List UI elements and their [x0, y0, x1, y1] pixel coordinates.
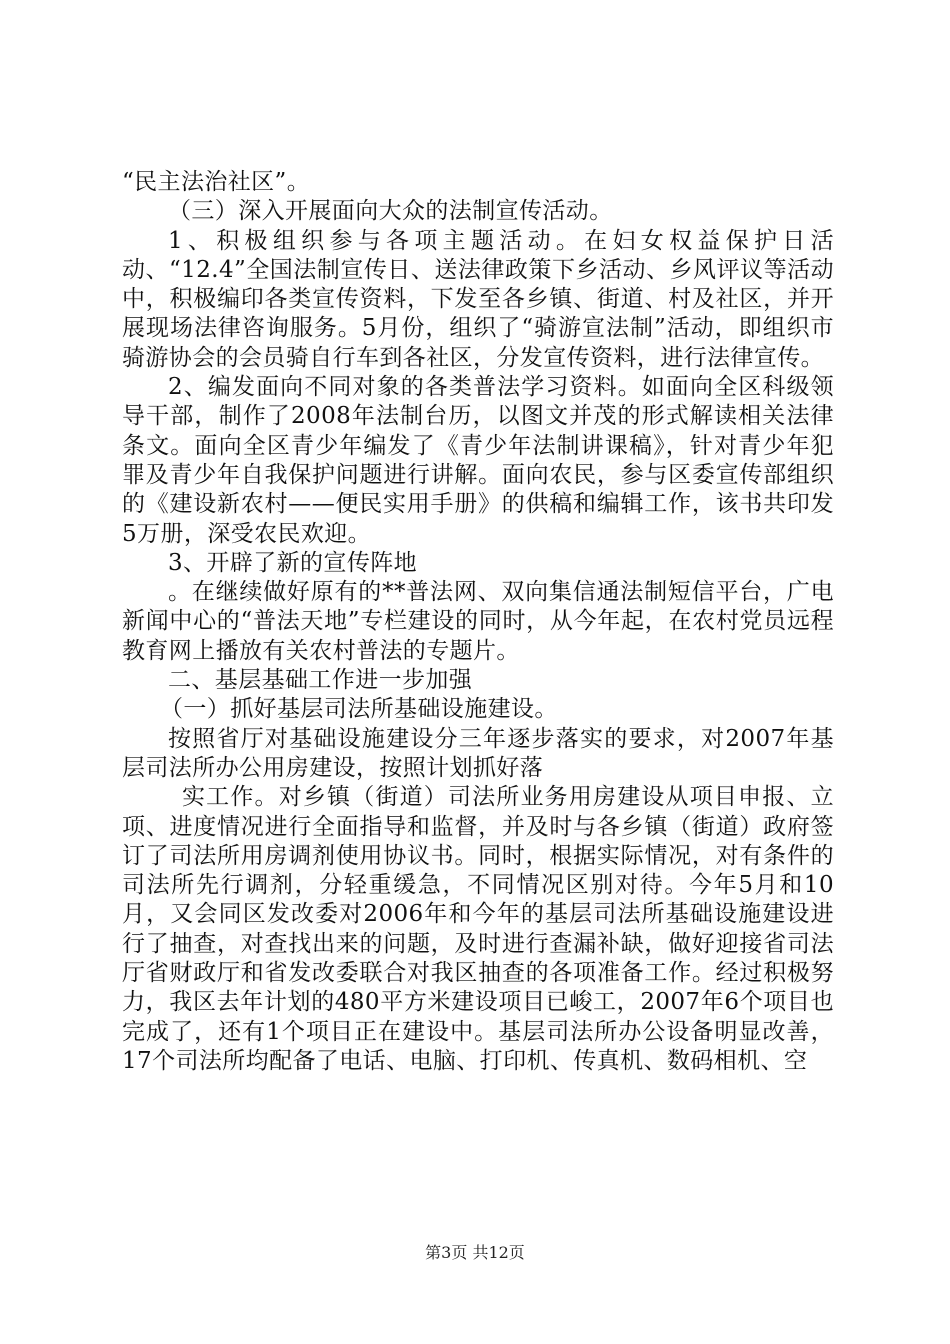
paragraph-4: 2、编发面向不同对象的各类普法学习资料。如面向全区科级领导干部，制作了2008年法制台历，以图文并茂的形式解读相关法律条文。面向全区青少年编发了《青少年法制讲课稿》，针对青少年犯罪及青少年自我保护问题进行讲解。面向农民，参与区委宣传部组织的《建设新农村——便民实用手册》的供稿和编辑工作，该书共印发5万册，深受农民欢迎。: [122, 374, 834, 547]
paragraph-6: 。在继续做好原有的**普法网、双向集信通法制短信平台，广电新闻中心的“普法天地”专栏建设的同时，从今年起，在农村党员远程教育网上播放有关农村普法的专题片。: [122, 579, 834, 664]
paragraph-3: 1、积极组织参与各项主题活动。在妇女权益保护日活动、“12.4”全国法制宣传日、送法律政策下乡活动、乡风评议等活动中，积极编印各类宣传资料，下发至各乡镇、街道、村及社区，并开展现场法律咨询服务。5月份，组织了“骑游宣法制”活动，即组织市骑游协会的会员骑自行车到各社区，分发宣传资料，进行法律宣传。: [122, 227, 834, 371]
document-body: [122, 168, 834, 1076]
paragraph-9: 按照省厅对基础设施建设分三年逐步落实的要求，对2007年基层司法所办公用房建设，按照计划抓好落: [122, 725, 834, 781]
paragraph-1: “民主法治社区”。: [122, 169, 311, 195]
paragraph-5: 3、开辟了新的宣传阵地: [168, 549, 418, 576]
paragraph-10: 实工作。对乡镇（街道）司法所业务用房建设从项目申报、立项、进度情况进行全面指导和监督，并及时与各乡镇（街道）政府签订了司法所用房调剂使用协议书。同时，根据实际情况，对有条件的司法所先行调剂，分轻重缓急，不同情况区别对待。今年5月和10月，又会同区发改委对2006年和今年的基层司法所基础设施建设进行了抽查，对查找出来的问题，及时进行查漏补缺，做好迎接省司法厅省财政厅和省发改委联合对我区抽查的各项准备工作。经过积极努力，我区去年计划的480平方米建设项目已峻工，2007年6个项目也完成了，还有1个项目正在建设中。基层司法所办公设备明显改善，17个司法所均配备了电话、电脑、打印机、传真机、数码相机、空: [122, 784, 834, 1074]
section-heading: 二、基层基础工作进一步加强: [168, 667, 473, 694]
subsection-heading: （一）抓好基层司法所基础设施建设。: [160, 696, 558, 723]
paragraph-2: （三）深入开展面向大众的法制宣传活动。: [168, 198, 613, 225]
page-footer: 第3页 共12页: [425, 1243, 525, 1262]
